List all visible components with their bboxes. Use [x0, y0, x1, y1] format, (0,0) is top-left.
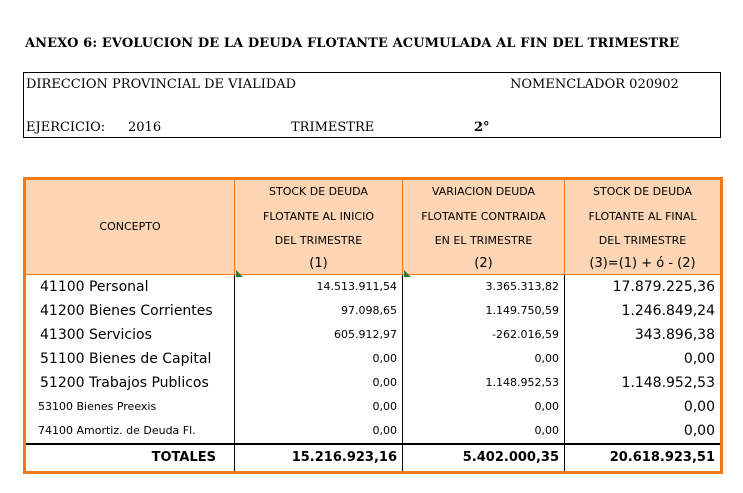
header-line: STOCK DE DEUDA — [593, 185, 692, 198]
ejercicio-label: EJERCICIO: — [26, 120, 106, 135]
totals-inicio: 15.216.923,16 — [235, 444, 403, 473]
row-final: 17.879.225,36 — [565, 274, 722, 299]
row-variacion: 1.149.750,59 — [403, 299, 565, 323]
header-variacion — [403, 179, 565, 275]
row-variacion: 1.148.952,53 — [403, 371, 565, 395]
document-title: ANEXO 6: EVOLUCION DE LA DEUDA FLOTANTE ACUMULADA AL FIN DEL TRIMESTRE — [25, 36, 680, 51]
row-final: 0,00 — [565, 395, 722, 419]
table-row — [25, 395, 722, 419]
header-line: FLOTANTE CONTRAIDA — [421, 209, 546, 223]
row-concepto: 51100 Bienes de Capital — [40, 350, 212, 367]
deuda-table — [23, 177, 723, 474]
header-concepto: CONCEPTO — [25, 179, 235, 275]
row-inicio: 97.098,65 — [235, 299, 403, 323]
row-final: 1.246.849,24 — [565, 299, 722, 323]
totals-variacion: 5.402.000,35 — [403, 444, 565, 473]
row-concepto: 53100 Bienes Preexis — [38, 400, 157, 413]
table-row — [25, 347, 722, 371]
info-box — [23, 72, 721, 138]
direccion-text: DIRECCION PROVINCIAL DE VIALIDAD — [26, 77, 297, 92]
row-inicio: 0,00 — [235, 371, 403, 395]
row-inicio: 0,00 — [235, 419, 403, 444]
header-line: FLOTANTE AL INICIO — [263, 209, 374, 223]
totals-final: 20.618.923,51 — [565, 444, 722, 473]
row-inicio: 605.912,97 — [235, 323, 403, 347]
header-line: FLOTANTE AL FINAL — [588, 209, 697, 223]
totals-label: TOTALES — [25, 444, 235, 473]
nomenclador-text: NOMENCLADOR 020902 — [510, 77, 679, 92]
trimestre-value: 2° — [474, 120, 490, 135]
header-line: DEL TRIMESTRE — [274, 234, 363, 247]
row-variacion: 0,00 — [403, 395, 565, 419]
header-formula: (3)=(1) + ó - (2) — [589, 255, 696, 271]
row-inicio: 0,00 — [235, 395, 403, 419]
row-variacion: -262.016,59 — [403, 323, 565, 347]
row-concepto: 51200 Trabajos Publicos — [40, 374, 209, 391]
header-line: STOCK DE DEUDA — [269, 185, 368, 198]
row-variacion: 0,00 — [403, 419, 565, 444]
row-concepto: 41200 Bienes Corrientes — [40, 302, 213, 319]
header-formula: (1) — [309, 255, 328, 271]
row-variacion: 0,00 — [403, 347, 565, 371]
header-stock-inicio — [235, 179, 403, 275]
row-final: 0,00 — [565, 347, 722, 371]
table-row — [25, 299, 722, 323]
ejercicio-value: 2016 — [128, 120, 162, 135]
table-row — [25, 323, 722, 347]
row-inicio: 0,00 — [235, 347, 403, 371]
table-header-row — [25, 179, 722, 275]
comment-marker-icon — [236, 270, 243, 277]
row-concepto: 41100 Personal — [25, 274, 235, 299]
header-line: DEL TRIMESTRE — [598, 234, 687, 247]
header-formula: (2) — [474, 255, 493, 271]
table-row — [25, 371, 722, 395]
row-final: 1.148.952,53 — [565, 371, 722, 395]
row-variacion: 3.365.313,82 — [403, 274, 565, 299]
row-concepto: 74100 Amortiz. de Deuda Fl. — [38, 424, 196, 437]
header-line: VARIACION DEUDA — [431, 185, 536, 198]
comment-marker-icon — [404, 270, 411, 277]
table-row — [25, 419, 722, 444]
row-concepto: 41300 Servicios — [40, 326, 152, 343]
table-row — [25, 274, 722, 299]
row-final: 0,00 — [565, 419, 722, 444]
row-inicio: 14.513.911,54 — [235, 274, 403, 299]
header-stock-final — [565, 179, 722, 275]
row-final: 343.896,38 — [565, 323, 722, 347]
header-line: EN EL TRIMESTRE — [434, 234, 533, 247]
trimestre-label: TRIMESTRE — [291, 120, 375, 135]
totals-row — [25, 444, 722, 473]
